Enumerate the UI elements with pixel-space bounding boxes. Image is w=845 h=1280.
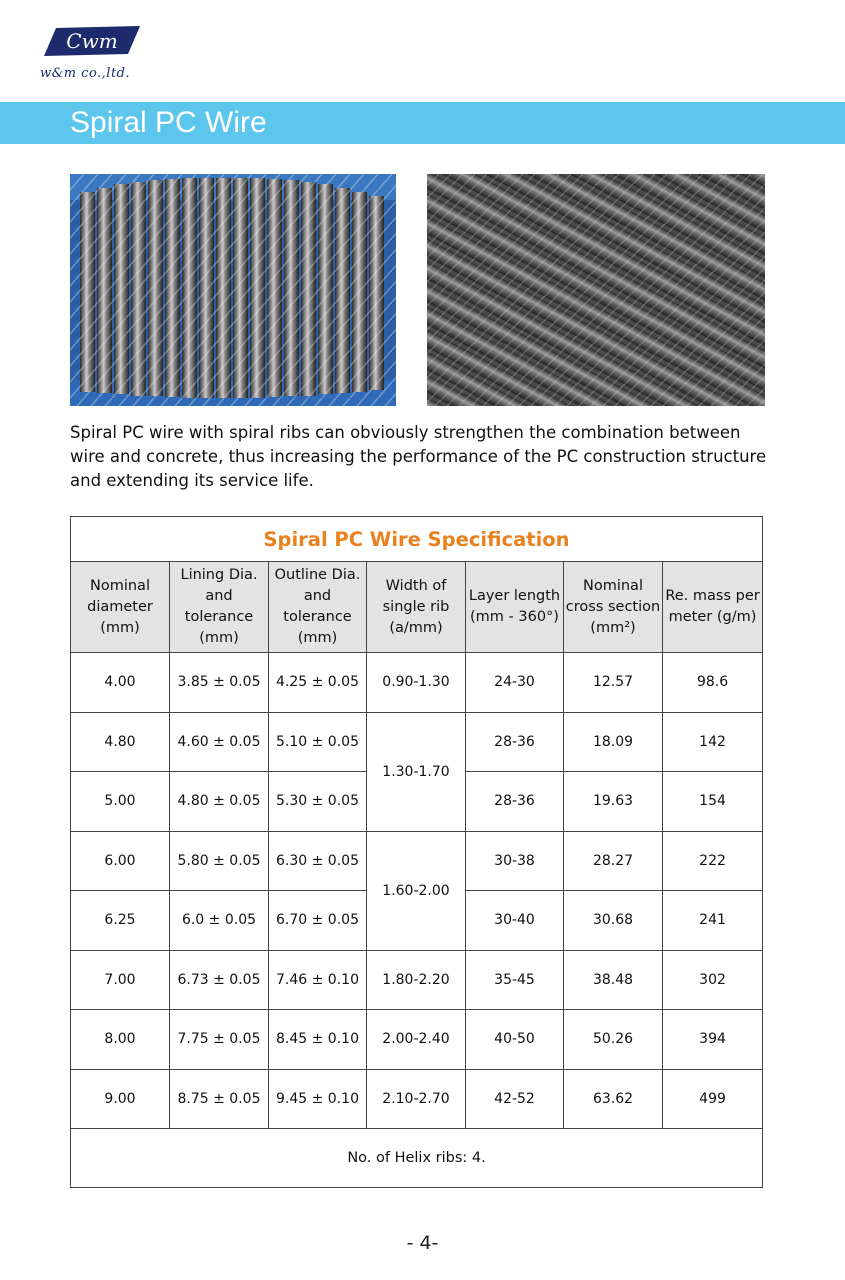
cell-width: 1.30-1.70 (367, 712, 466, 831)
cell-section: 63.62 (564, 1069, 663, 1129)
cell-mass: 142 (663, 712, 763, 772)
cell-section: 28.27 (564, 831, 663, 891)
cell-outline: 5.30 ± 0.05 (269, 772, 367, 832)
cell-lining: 3.85 ± 0.05 (170, 653, 269, 713)
product-description: Spiral PC wire with spiral ribs can obviously strengthen the combination between wire and concrete, thus increasing the performance of the PC construction structure and extending its service life. (70, 423, 767, 490)
cell-section: 12.57 (564, 653, 663, 713)
cell-layer: 30-40 (466, 891, 564, 951)
cell-section: 30.68 (564, 891, 663, 951)
cell-outline: 4.25 ± 0.05 (269, 653, 367, 713)
cell-lining: 7.75 ± 0.05 (170, 1010, 269, 1070)
cell-lining: 5.80 ± 0.05 (170, 831, 269, 891)
table-title: Spiral PC Wire Specification (71, 517, 763, 562)
cell-layer: 42-52 (466, 1069, 564, 1129)
cell-width: 2.00-2.40 (367, 1010, 466, 1070)
cell-width: 1.60-2.00 (367, 831, 466, 950)
header-lining-dia: Lining Dia. and tolerance (mm) (170, 562, 269, 653)
cell-section: 38.48 (564, 950, 663, 1010)
logo-mark-text: Cwm (66, 29, 118, 53)
cell-width: 2.10-2.70 (367, 1069, 466, 1129)
header-width-single-rib: Width of single rib (a/mm) (367, 562, 466, 653)
cell-outline: 5.10 ± 0.05 (269, 712, 367, 772)
spec-table (70, 516, 763, 1188)
cell-mass: 98.6 (663, 653, 763, 713)
page-number: - 4- (406, 1232, 439, 1254)
cell-layer: 24-30 (466, 653, 564, 713)
cell-outline: 7.46 ± 0.10 (269, 950, 367, 1010)
table-row (71, 950, 763, 1010)
cell-mass: 154 (663, 772, 763, 832)
spiral-wire-closeup-photo (427, 174, 765, 406)
cell-diameter: 4.80 (71, 712, 170, 772)
cell-section: 19.63 (564, 772, 663, 832)
cell-lining: 6.73 ± 0.05 (170, 950, 269, 1010)
cell-diameter: 5.00 (71, 772, 170, 832)
table-row (71, 831, 763, 891)
cell-lining: 4.60 ± 0.05 (170, 712, 269, 772)
cell-diameter: 4.00 (71, 653, 170, 713)
cell-outline: 6.30 ± 0.05 (269, 831, 367, 891)
cell-layer: 35-45 (466, 950, 564, 1010)
company-logo (36, 22, 146, 84)
cell-diameter: 6.00 (71, 831, 170, 891)
title-banner (0, 102, 845, 144)
cell-lining: 8.75 ± 0.05 (170, 1069, 269, 1129)
table-row (71, 653, 763, 713)
logo-subtitle: w&m co.,ltd. (40, 66, 131, 81)
helix-ribs-note: No. of Helix ribs: 4. (71, 1129, 763, 1188)
cell-mass: 499 (663, 1069, 763, 1129)
header-nominal-diameter: Nominal diameter (mm) (71, 562, 170, 653)
table-footer-row (71, 1129, 763, 1188)
cell-layer: 40-50 (466, 1010, 564, 1070)
cell-mass: 241 (663, 891, 763, 951)
cell-lining: 6.0 ± 0.05 (170, 891, 269, 951)
cell-diameter: 8.00 (71, 1010, 170, 1070)
table-row (71, 1069, 763, 1129)
table-row (71, 712, 763, 772)
cell-width: 1.80-2.20 (367, 950, 466, 1010)
header-mass-per-meter: Re. mass per meter (g/m) (663, 562, 763, 653)
cell-section: 50.26 (564, 1010, 663, 1070)
cell-section: 18.09 (564, 712, 663, 772)
cell-width: 0.90-1.30 (367, 653, 466, 713)
table-row (71, 1010, 763, 1070)
header-cross-section: Nominal cross section (mm²) (564, 562, 663, 653)
cell-layer: 28-36 (466, 772, 564, 832)
cell-layer: 30-38 (466, 831, 564, 891)
cell-outline: 8.45 ± 0.10 (269, 1010, 367, 1070)
cell-outline: 9.45 ± 0.10 (269, 1069, 367, 1129)
logo-mark (36, 22, 146, 64)
cell-diameter: 6.25 (71, 891, 170, 951)
cell-mass: 394 (663, 1010, 763, 1070)
cell-outline: 6.70 ± 0.05 (269, 891, 367, 951)
cell-diameter: 9.00 (71, 1069, 170, 1129)
table-header-row (71, 562, 763, 653)
cell-mass: 302 (663, 950, 763, 1010)
coil-of-spiral-wire-photo (70, 174, 396, 406)
cell-diameter: 7.00 (71, 950, 170, 1010)
header-outline-dia: Outline Dia. and tolerance (mm) (269, 562, 367, 653)
cell-layer: 28-36 (466, 712, 564, 772)
page-title: Spiral PC Wire (70, 106, 267, 139)
cell-mass: 222 (663, 831, 763, 891)
cell-lining: 4.80 ± 0.05 (170, 772, 269, 832)
header-layer-length: Layer length (mm - 360°) (466, 562, 564, 653)
